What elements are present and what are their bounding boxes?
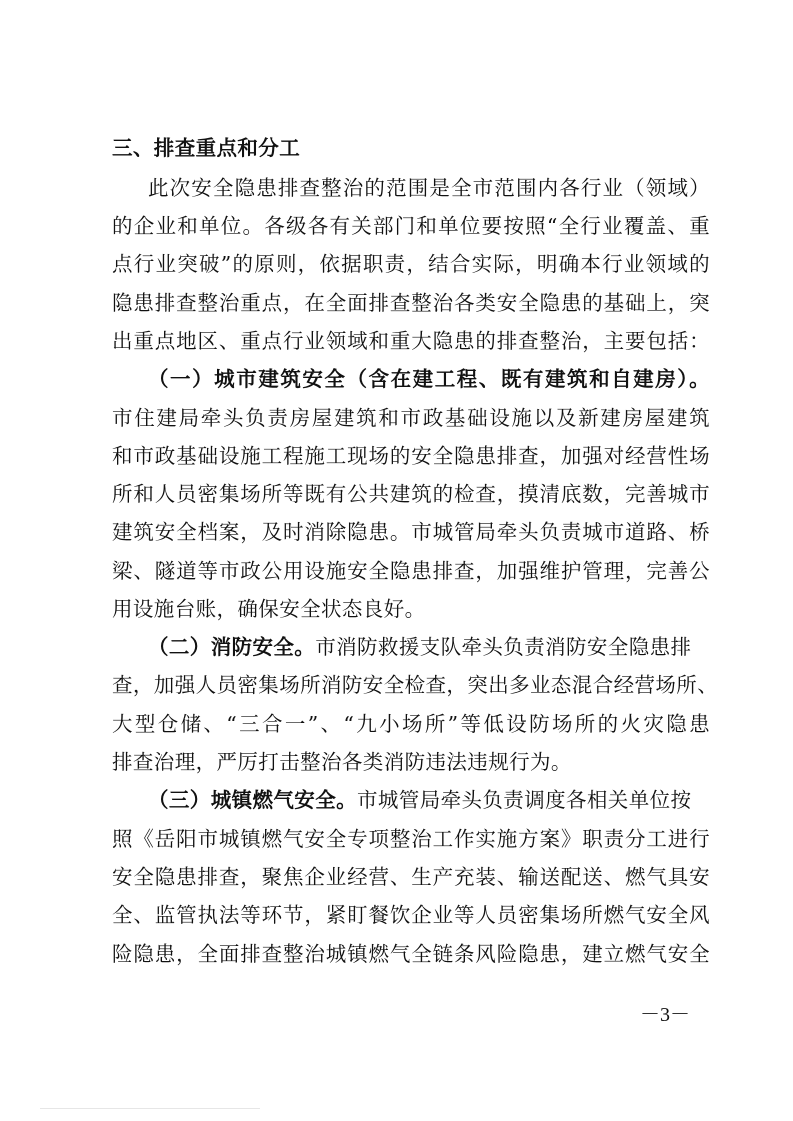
item2-line-2: 大型仓储、“三合一”、“九小场所”等低设防场所的火灾隐患: [112, 712, 710, 736]
item2-title: （二）消防安全。: [148, 635, 316, 659]
intro-line-3: 点行业突破”的原则，依据职责，结合实际，明确本行业领域的: [112, 252, 710, 276]
item2-line-3: 排查治理，严厉打击整治各类消防违法违规行为。: [112, 750, 572, 774]
item1-line-1: 市住建局牵头负责房屋建筑和市政基础设施以及新建房屋建筑: [112, 406, 710, 430]
item3-line-4: 险隐患，全面排查整治城镇燃气全链条风险隐患，建立燃气安全: [112, 942, 710, 966]
item1-title: （一）城市建筑安全（含在建工程、既有建筑和自建房）。: [148, 367, 710, 391]
item2-line-1: 查，加强人员密集场所消防安全检查，突出多业态混合经营场所、: [112, 673, 719, 697]
item1-line-4: 建筑安全档案，及时消除隐患。市城管局牵头负责城市道路、桥: [112, 520, 710, 544]
item2-first-line: [148, 632, 710, 662]
footer-divider: [40, 1108, 260, 1109]
item2-first-rest: 市消防救援支队牵头负责消防安全隐患排: [315, 635, 692, 659]
intro-line-4: 隐患排查整治重点，在全面排查整治各类安全隐患的基础上，突: [112, 291, 710, 315]
item3-first-line: [148, 785, 710, 815]
item1-line-3: 所和人员密集场所等既有公共建筑的检查，摸清底数，完善城市: [112, 482, 710, 506]
item1-line-6: 用设施台账，确保安全状态良好。: [112, 597, 426, 621]
item1-line-5: 梁、隧道等市政公用设施安全隐患排查，加强维护管理，完善公: [112, 559, 710, 583]
item3-line-2: 安全隐患排查，聚焦企业经营、生产充装、输送配送、燃气具安: [112, 865, 710, 889]
item3-first-rest: 市城管局牵头负责调度各相关单位按: [357, 788, 692, 812]
page-number: －3－: [640, 1004, 690, 1026]
intro-line-1: 此次安全隐患排查整治的范围是全市范围内各行业（领域）: [148, 176, 710, 200]
intro-line-5: 出重点地区、重点行业领域和重大隐患的排查整治，主要包括：: [112, 329, 710, 353]
item1-line-2: 和市政基础设施工程施工现场的安全隐患排查，加强对经营性场: [112, 444, 710, 468]
intro-line-2: 的企业和单位。各级各有关部门和单位要按照“全行业覆盖、重: [112, 214, 710, 238]
item3-line-1: 照《岳阳市城镇燃气安全专项整治工作实施方案》职责分工进行: [112, 827, 710, 851]
item3-line-3: 全、监管执法等环节，紧盯餐饮企业等人员密集场所燃气安全风: [112, 903, 710, 927]
section-heading: 三、排查重点和分工: [112, 136, 301, 160]
item3-title: （三）城镇燃气安全。: [148, 788, 357, 812]
